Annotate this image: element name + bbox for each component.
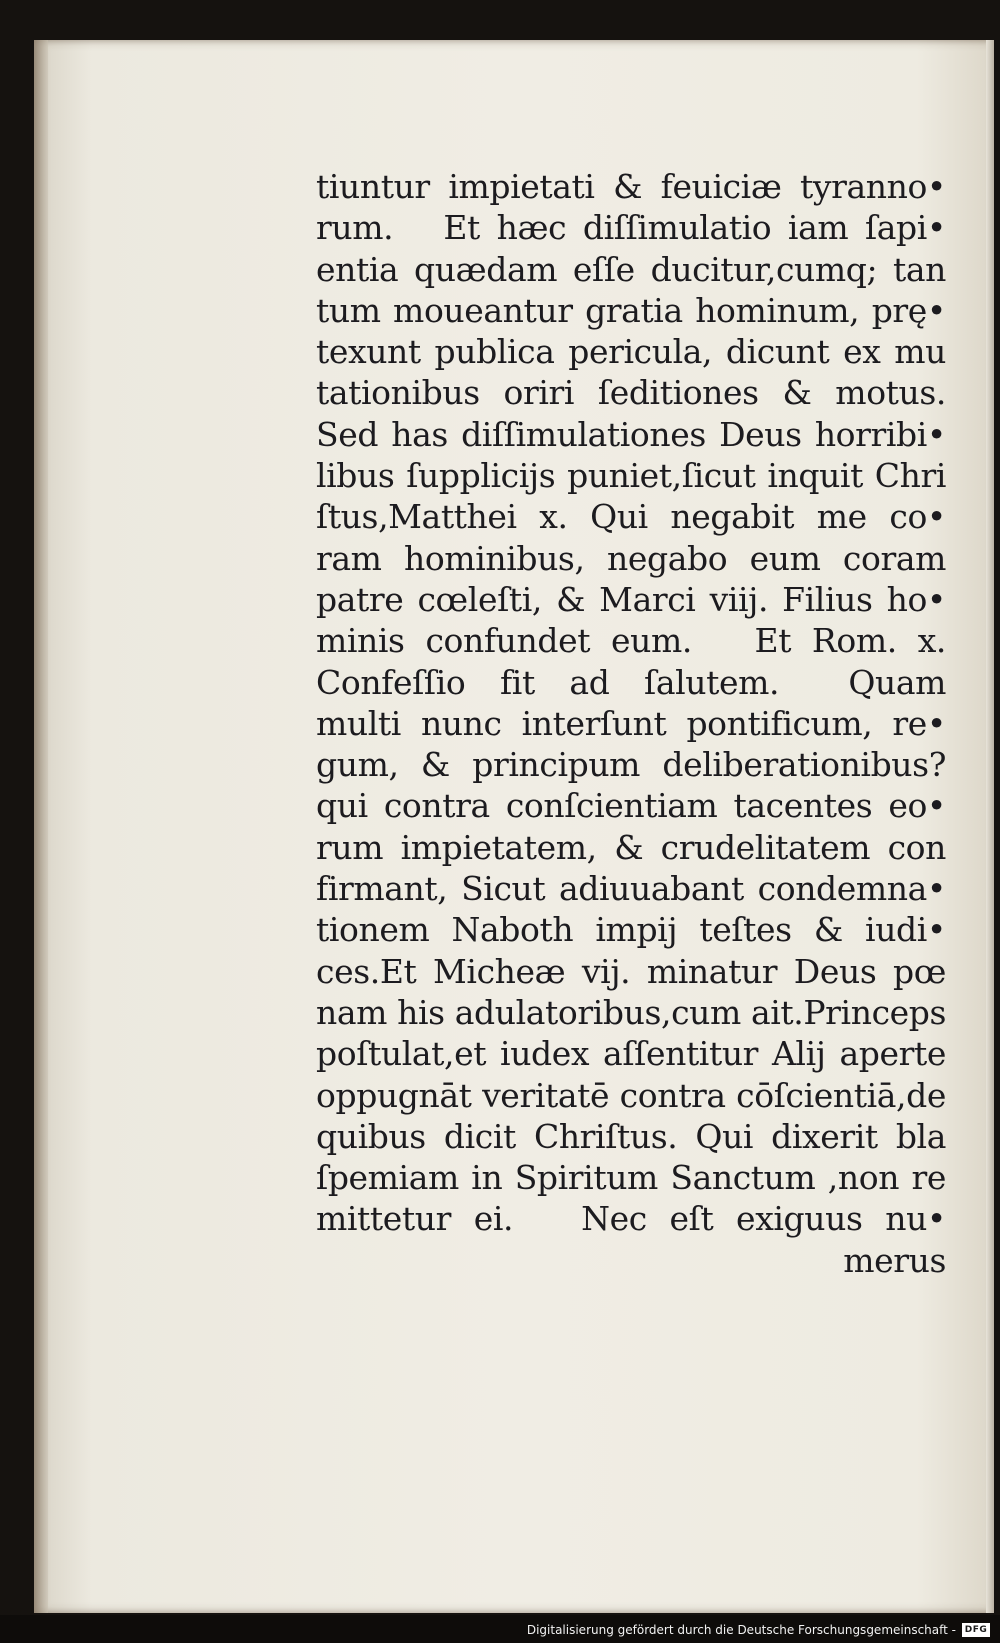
page-gutter-shadow xyxy=(34,40,48,1613)
text-line: texunt publica pericula, dicunt ex mu xyxy=(316,332,946,372)
text-line: ſpemiam in Spiritum Sanctum ,non re xyxy=(316,1158,946,1198)
text-line: minis confundet eum. Et Rom. x. xyxy=(316,621,946,661)
text-line: rum impietatem, & crudelitatem con xyxy=(316,827,946,867)
text-line: mittetur ei. Nec eſt exiguus nu• xyxy=(316,1199,946,1239)
text-line: tiuntur impietati & feuiciæ tyranno• xyxy=(316,167,946,206)
text-line: tionem Naboth impij teſtes & iudi• xyxy=(316,910,946,950)
text-line: entia quædam eſſe ducitur,cumq; tan xyxy=(316,249,946,289)
text-line: multi nunc interſunt pontificum, re• xyxy=(316,703,946,743)
text-line: rum. Et hæc diſſimulatio iam ſapi• xyxy=(316,208,946,248)
page-right-edge xyxy=(986,40,994,1613)
text-line: gum, & principum deliberationibus? xyxy=(316,745,946,785)
text-line: ſtus,Matthei x. Qui negabit me co• xyxy=(316,497,946,537)
text-line: ram hominibus, negabo eum coram xyxy=(316,538,946,578)
catchword: merus xyxy=(843,1240,946,1280)
text-line: libus ſupplicijs puniet,ſicut inquit Chri xyxy=(316,456,946,496)
dfg-logo: DFG xyxy=(962,1623,990,1637)
text-line: ces.Et Micheæ vij. minatur Deus pœ xyxy=(316,951,946,991)
text-line: firmant, Sicut adiuuabant condemna• xyxy=(316,869,946,909)
text-line: tationibus oriri ſeditiones & motus. xyxy=(316,373,946,413)
text-line: nam his adulatoribus,cum ait.Princeps xyxy=(316,992,946,1032)
funding-credit: Digitalisierung gefördert durch die Deutsche Forschungsgemeinschaft - xyxy=(526,1623,956,1637)
text-line: oppugnāt veritatē contra cōſcientiā,de xyxy=(316,1075,946,1115)
text-line: poſtulat,et iudex aſſentitur Alij aperte xyxy=(316,1034,946,1074)
text-line: Sed has diſſimulationes Deus horribi• xyxy=(316,414,946,454)
text-line: tum moueantur gratia hominum, prę• xyxy=(316,290,946,330)
text-line: Confeſſio fit ad ſalutem. Quam xyxy=(316,662,946,702)
footer-bar xyxy=(0,1615,1000,1643)
text-line: qui contra conſcientiam tacentes eo• xyxy=(316,786,946,826)
page-text-block xyxy=(316,166,946,1281)
text-line: quibus dicit Chriſtus. Qui dixerit bla xyxy=(316,1116,946,1156)
book-page xyxy=(34,40,994,1613)
text-line: patre cœleſti, & Marci viij. Filius ho• xyxy=(316,579,946,619)
